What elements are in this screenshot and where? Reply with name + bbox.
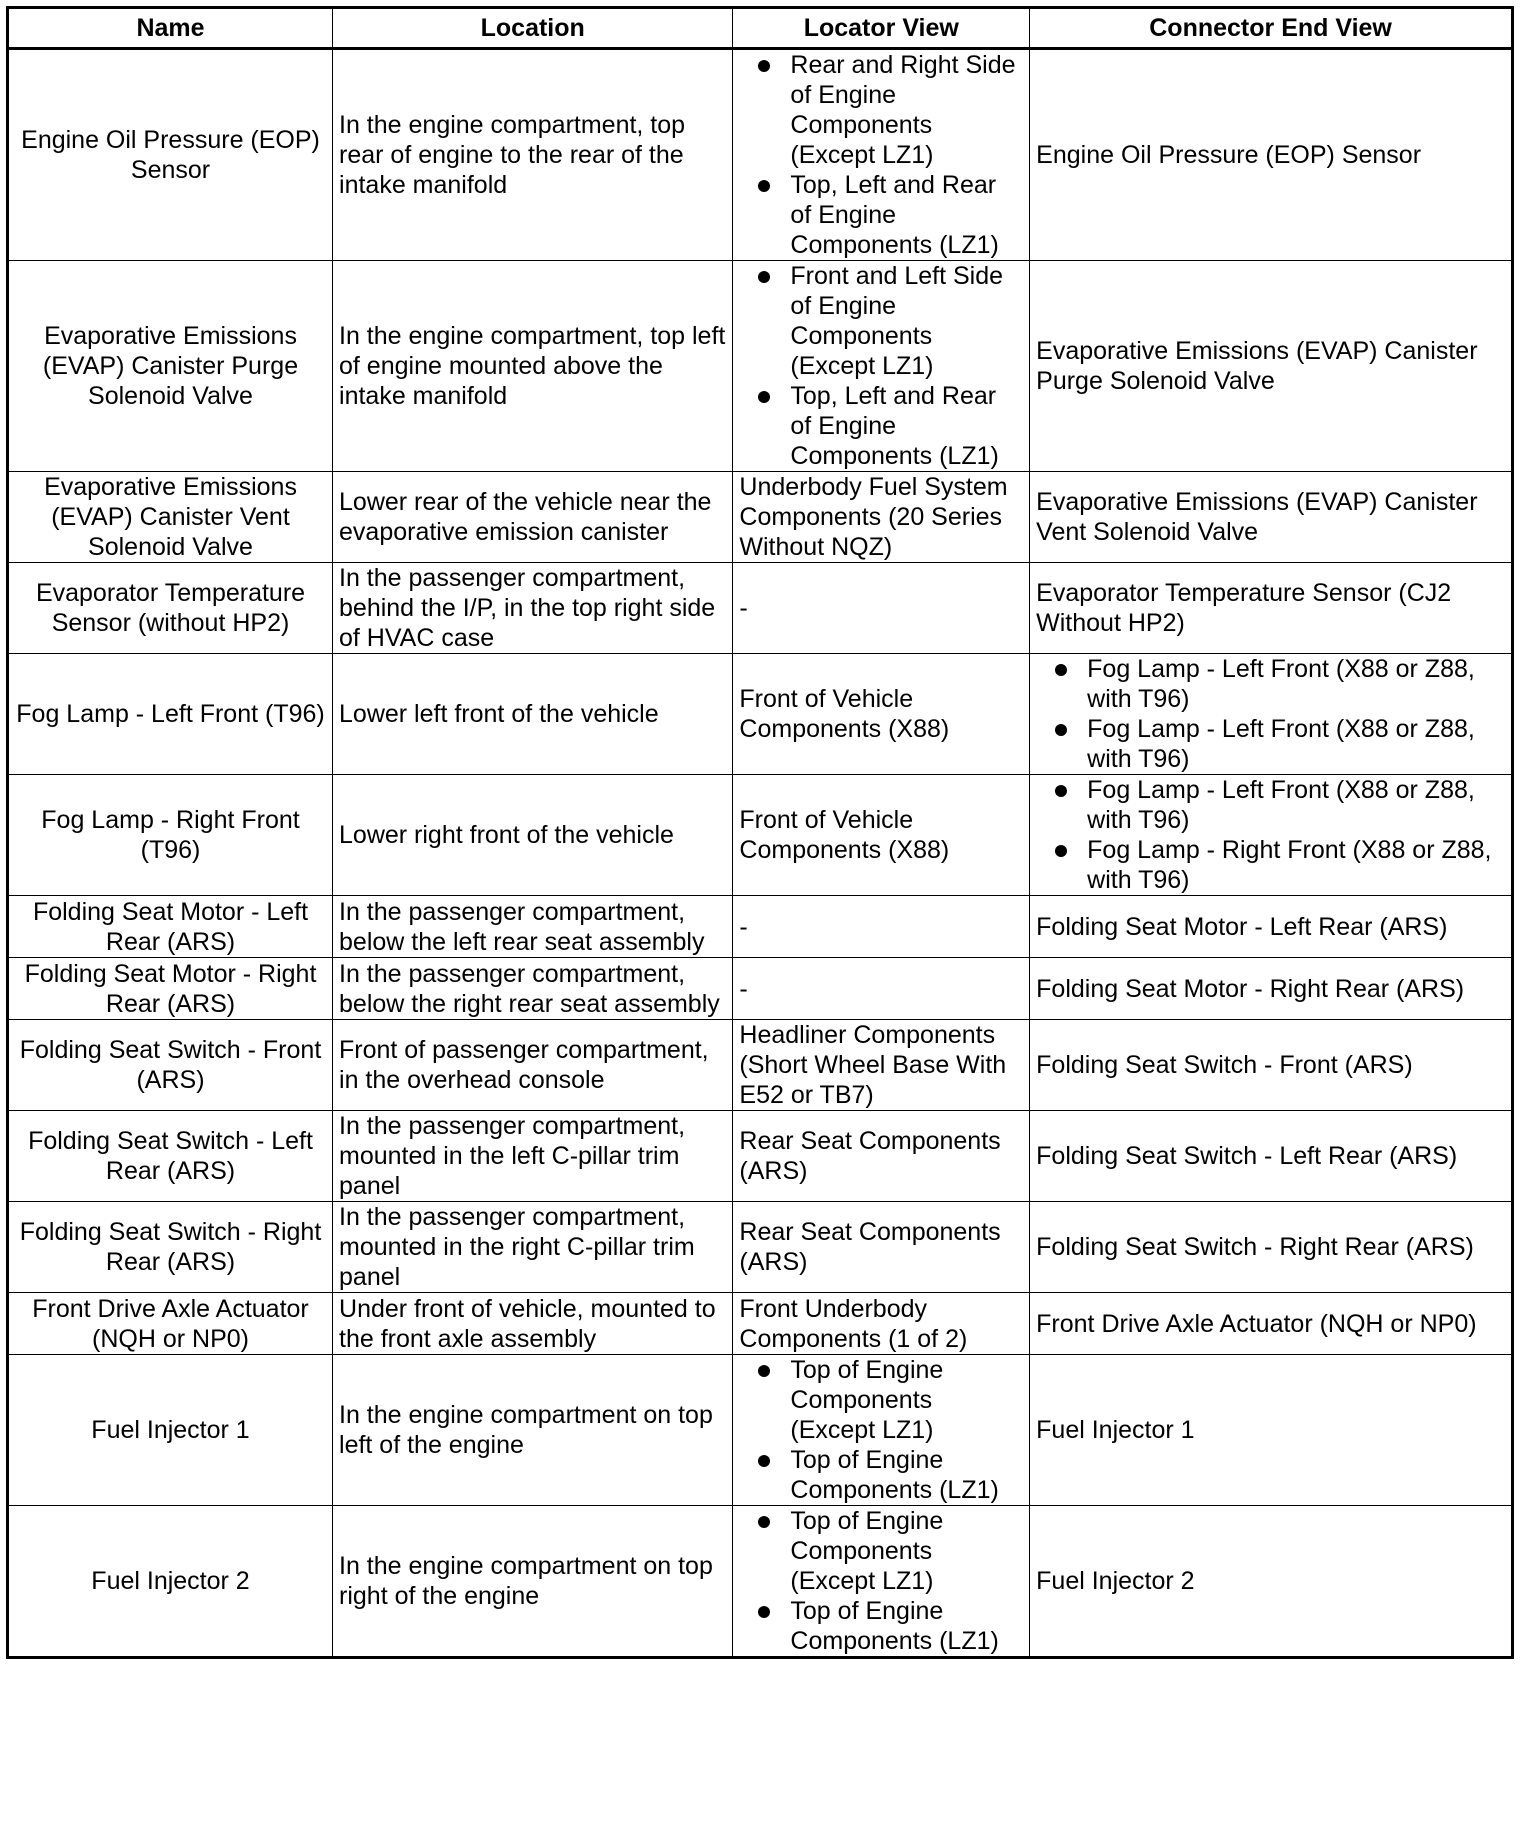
cell-name: Folding Seat Motor - Left Rear (ARS) bbox=[8, 896, 333, 958]
cell-location: In the engine compartment, top left of engine mounted above the intake manifold bbox=[333, 261, 733, 472]
cell-connector-end-view: Front Drive Axle Actuator (NQH or NP0) bbox=[1030, 1293, 1513, 1355]
header-locator-view: Locator View bbox=[733, 8, 1030, 49]
cell-locator-view bbox=[733, 1355, 1030, 1506]
bullet-list bbox=[739, 261, 1023, 471]
cell-connector-end-view: Evaporative Emissions (EVAP) Canister Vent Solenoid Valve bbox=[1030, 472, 1513, 563]
cell-location: In the engine compartment on top left of the engine bbox=[333, 1355, 733, 1506]
table-row bbox=[8, 958, 1513, 1020]
bullet-list bbox=[1036, 775, 1505, 895]
header-row bbox=[8, 8, 1513, 49]
cell-location: Lower right front of the vehicle bbox=[333, 775, 733, 896]
table-row bbox=[8, 261, 1513, 472]
table-row bbox=[8, 1020, 1513, 1111]
header-connector-end-view: Connector End View bbox=[1030, 8, 1513, 49]
table-row bbox=[8, 896, 1513, 958]
table-row bbox=[8, 1202, 1513, 1293]
cell-location: In the engine compartment, top rear of engine to the rear of the intake manifold bbox=[333, 49, 733, 261]
cell-connector-end-view: Folding Seat Switch - Left Rear (ARS) bbox=[1030, 1111, 1513, 1202]
cell-location: In the passenger compartment, below the left rear seat assembly bbox=[333, 896, 733, 958]
bullet-item: Top, Left and Rear of Engine Components (LZ1) bbox=[739, 381, 1023, 471]
bullet-item: Fog Lamp - Left Front (X88 or Z88, with T96) bbox=[1036, 654, 1505, 714]
cell-connector-end-view: Fuel Injector 1 bbox=[1030, 1355, 1513, 1506]
cell-locator-view: Front of Vehicle Components (X88) bbox=[733, 775, 1030, 896]
bullet-item: Fog Lamp - Left Front (X88 or Z88, with T96) bbox=[1036, 714, 1505, 774]
bullet-item: Fog Lamp - Left Front (X88 or Z88, with T96) bbox=[1036, 775, 1505, 835]
cell-location: In the passenger compartment, behind the I/P, in the top right side of HVAC case bbox=[333, 563, 733, 654]
bullet-list bbox=[739, 50, 1023, 260]
table-row bbox=[8, 49, 1513, 261]
cell-name: Engine Oil Pressure (EOP) Sensor bbox=[8, 49, 333, 261]
table-body bbox=[8, 49, 1513, 1658]
cell-locator-view: Rear Seat Components (ARS) bbox=[733, 1202, 1030, 1293]
table-row bbox=[8, 563, 1513, 654]
cell-name: Fog Lamp - Left Front (T96) bbox=[8, 654, 333, 775]
cell-location: Lower rear of the vehicle near the evaporative emission canister bbox=[333, 472, 733, 563]
cell-name: Front Drive Axle Actuator (NQH or NP0) bbox=[8, 1293, 333, 1355]
bullet-item: Top of Engine Components (LZ1) bbox=[739, 1596, 1023, 1656]
bullet-item: Top of Engine Components (LZ1) bbox=[739, 1445, 1023, 1505]
bullet-item: Top of Engine Components (Except LZ1) bbox=[739, 1506, 1023, 1596]
cell-connector-end-view bbox=[1030, 654, 1513, 775]
cell-name: Fuel Injector 1 bbox=[8, 1355, 333, 1506]
table-row bbox=[8, 1111, 1513, 1202]
bullet-item: Rear and Right Side of Engine Components (Except LZ1) bbox=[739, 50, 1023, 170]
cell-name: Evaporative Emissions (EVAP) Canister Purge Solenoid Valve bbox=[8, 261, 333, 472]
cell-connector-end-view: Engine Oil Pressure (EOP) Sensor bbox=[1030, 49, 1513, 261]
cell-connector-end-view: Folding Seat Motor - Right Rear (ARS) bbox=[1030, 958, 1513, 1020]
cell-locator-view: Front of Vehicle Components (X88) bbox=[733, 654, 1030, 775]
table-row bbox=[8, 654, 1513, 775]
table-row bbox=[8, 1355, 1513, 1506]
table-row bbox=[8, 1293, 1513, 1355]
cell-location: Front of passenger compartment, in the overhead console bbox=[333, 1020, 733, 1111]
cell-locator-view bbox=[733, 261, 1030, 472]
bullet-item: Fog Lamp - Right Front (X88 or Z88, with T96) bbox=[1036, 835, 1505, 895]
cell-location: In the passenger compartment, below the right rear seat assembly bbox=[333, 958, 733, 1020]
bullet-item: Top of Engine Components (Except LZ1) bbox=[739, 1355, 1023, 1445]
cell-location: Under front of vehicle, mounted to the front axle assembly bbox=[333, 1293, 733, 1355]
cell-locator-view: Headliner Components (Short Wheel Base With E52 or TB7) bbox=[733, 1020, 1030, 1111]
cell-name: Folding Seat Switch - Front (ARS) bbox=[8, 1020, 333, 1111]
cell-locator-view: Rear Seat Components (ARS) bbox=[733, 1111, 1030, 1202]
header-name: Name bbox=[8, 8, 333, 49]
bullet-item: Front and Left Side of Engine Components (Except LZ1) bbox=[739, 261, 1023, 381]
cell-name: Evaporative Emissions (EVAP) Canister Vent Solenoid Valve bbox=[8, 472, 333, 563]
bullet-list bbox=[1036, 654, 1505, 774]
cell-connector-end-view: Evaporator Temperature Sensor (CJ2 Without HP2) bbox=[1030, 563, 1513, 654]
cell-connector-end-view: Folding Seat Switch - Front (ARS) bbox=[1030, 1020, 1513, 1111]
cell-connector-end-view bbox=[1030, 775, 1513, 896]
cell-name: Folding Seat Motor - Right Rear (ARS) bbox=[8, 958, 333, 1020]
component-locator-table bbox=[6, 6, 1514, 1659]
cell-locator-view: Front Underbody Components (1 of 2) bbox=[733, 1293, 1030, 1355]
cell-location: Lower left front of the vehicle bbox=[333, 654, 733, 775]
cell-name: Folding Seat Switch - Right Rear (ARS) bbox=[8, 1202, 333, 1293]
cell-location: In the passenger compartment, mounted in the left C-pillar trim panel bbox=[333, 1111, 733, 1202]
table-row bbox=[8, 472, 1513, 563]
bullet-list bbox=[739, 1355, 1023, 1505]
header-location: Location bbox=[333, 8, 733, 49]
cell-name: Fuel Injector 2 bbox=[8, 1506, 333, 1658]
table-row bbox=[8, 1506, 1513, 1658]
cell-name: Evaporator Temperature Sensor (without HP2) bbox=[8, 563, 333, 654]
cell-connector-end-view: Fuel Injector 2 bbox=[1030, 1506, 1513, 1658]
cell-locator-view bbox=[733, 1506, 1030, 1658]
cell-location: In the engine compartment on top right of the engine bbox=[333, 1506, 733, 1658]
cell-name: Folding Seat Switch - Left Rear (ARS) bbox=[8, 1111, 333, 1202]
cell-locator-view: Underbody Fuel System Components (20 Series Without NQZ) bbox=[733, 472, 1030, 563]
cell-locator-view: - bbox=[733, 563, 1030, 654]
bullet-list bbox=[739, 1506, 1023, 1656]
cell-locator-view: - bbox=[733, 896, 1030, 958]
table-row bbox=[8, 775, 1513, 896]
cell-connector-end-view: Evaporative Emissions (EVAP) Canister Purge Solenoid Valve bbox=[1030, 261, 1513, 472]
cell-connector-end-view: Folding Seat Motor - Left Rear (ARS) bbox=[1030, 896, 1513, 958]
cell-connector-end-view: Folding Seat Switch - Right Rear (ARS) bbox=[1030, 1202, 1513, 1293]
cell-name: Fog Lamp - Right Front (T96) bbox=[8, 775, 333, 896]
cell-locator-view bbox=[733, 49, 1030, 261]
table-header bbox=[8, 8, 1513, 49]
cell-locator-view: - bbox=[733, 958, 1030, 1020]
cell-location: In the passenger compartment, mounted in the right C-pillar trim panel bbox=[333, 1202, 733, 1293]
bullet-item: Top, Left and Rear of Engine Components (LZ1) bbox=[739, 170, 1023, 260]
